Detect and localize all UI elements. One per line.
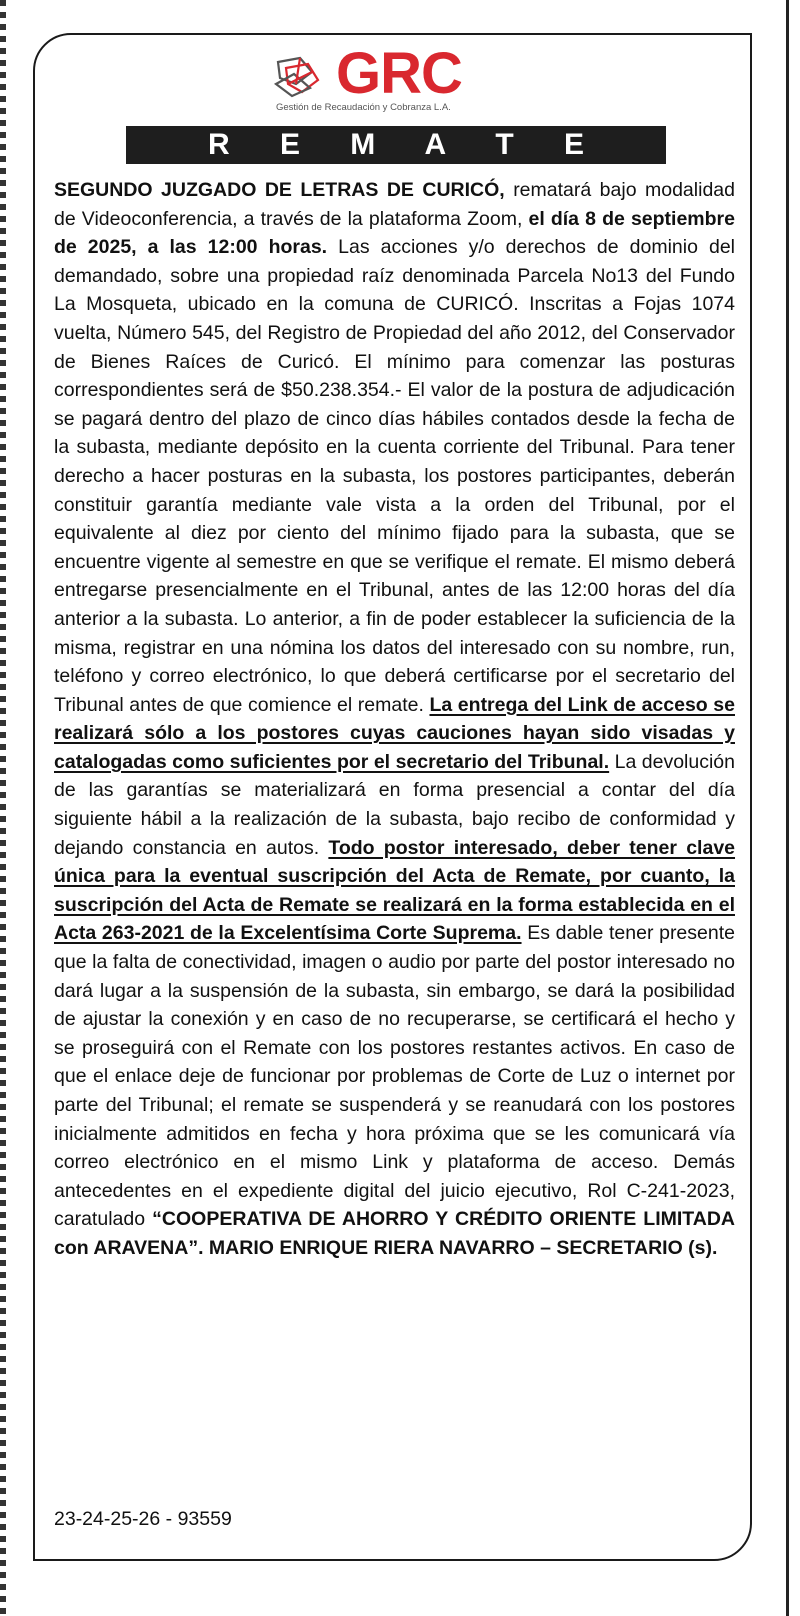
logo-tagline: Gestión de Recaudación y Cobranza L.A. [276, 102, 451, 113]
publication-reference: 23-24-25-26 - 93559 [54, 1508, 232, 1530]
logo-wordmark: GRC [336, 41, 462, 106]
notice-paragraph [54, 176, 735, 1263]
remate-banner: R E M A T E [126, 126, 666, 164]
left-dashed-border [0, 0, 6, 1616]
body-text-3: La devolución de las garantías se materializará en forma presencial a contar del día siguiente hábil a la realización de la subasta, bajo recibo de conformidad y dejando constancia en autos. [54, 750, 735, 859]
auction-date: el día 8 de septiembre de 2025, a las 12:00 horas. [54, 207, 735, 259]
body-text-1: rematará bajo modalidad de Videoconferencia, a través de la plataforma Zoom, [54, 179, 735, 230]
link-access-notice: La entrega del Link de acceso se realizará sólo a los postores cuyas cauciones hayan sido visadas y catalogadas como suficientes por el secretario del Tribunal. [54, 693, 735, 773]
clave-unica-notice: Todo postor interesado, deber tener clave única para la eventual suscripción del Acta de Remate, por cuanto, la suscripción del Acta de Remate se realizará en la forma establecida en el Acta 263-2021 de la Excelentísima Corte Suprema. [54, 836, 736, 945]
grc-logo [272, 41, 512, 120]
right-column-rule [786, 0, 789, 1616]
body-text-4: Es dable tener presente que la falta de conectividad, imagen o audio por parte del postor interesado no dará lugar a la suspensión de la subasta, sin embargo, se dará la posibilidad de ajustar la conexión y en caso de no recuperarse, se certificará el hecho y se proseguirá con el Remate con los postores restantes activos. En caso de que el enlace deje de funcionar por problemas de Corte de Luz o internet por parte del Tribunal; el remate se suspenderá y se reanudará con los postores inicialmente admitidos en fecha y hora próxima que se les comunicará vía correo electrónico en el mismo Link y plataforma de acceso. Demás antecedentes en el expediente digital del juicio ejecutivo, Rol C-241-2023, caratulado [54, 922, 735, 1231]
logo-mark-icon [272, 54, 334, 100]
case-title: “COOPERATIVA DE AHORRO Y CRÉDITO ORIENTE LIMITADA con ARAVENA”. MARIO ENRIQUE RIERA NAVARRO – SECRETARIO (s). [54, 1208, 735, 1259]
body-text-2: Las acciones y/o derechos de dominio del demandado, sobre una propiedad raíz denominada Parcela No13 del Fundo La Mosqueta, ubicado en la comuna de CURICÓ. Inscritas a Fojas 1074 vuelta, Número 545, del Registro de Propiedad del año 2012, del Conservador de Bienes Raíces de Curicó. El mínimo para comenzar las posturas correspondientes será de $50.238.354.- El valor de la postura de adjudicación se pagará dentro del plazo de cinco días hábiles contados desde la fecha de la subasta, mediante depósito en la cuenta corriente del Tribunal. Para tener derecho a hacer posturas en la subasta, los postores participantes, deberán constituir garantía mediante vale vista a la orden del Tribunal, por el equivalente al diez por ciento del mínimo fijado para la subasta, que se encuentre vigente al semestre en que se verifique el remate. El mismo deberá entregarse presencialmente en el Tribunal, antes de las 12:00 horas del día anterior a la subasta. Lo anterior, a fin de poder establecer la suficiencia de la misma, registrar en una nómina los datos del interesado con su nombre, run, teléfono y correo electrónico, lo que deberá certificarse por el secretario del Tribunal antes de que comience el remate. [54, 236, 735, 716]
notice-body [54, 176, 735, 1263]
court-name: SEGUNDO JUZGADO DE LETRAS DE CURICÓ, [54, 179, 505, 201]
